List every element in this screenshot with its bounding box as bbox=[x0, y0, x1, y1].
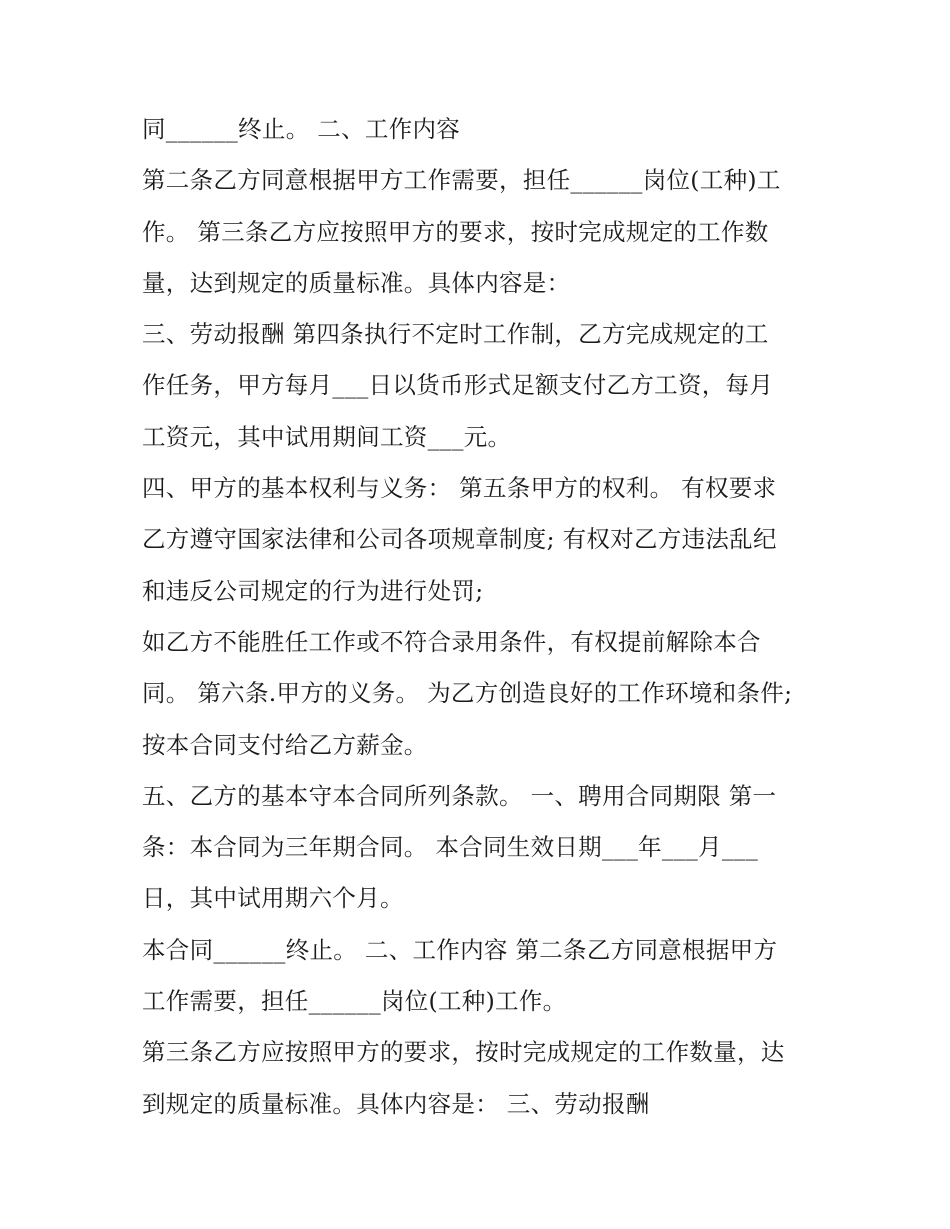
text-line: 如乙方不能胜任工作或不符合录用条件，有权提前解除本合 bbox=[142, 627, 761, 656]
text-line: 和违反公司规定的行为进行处罚; bbox=[142, 576, 484, 605]
text-line: 日，其中试用期六个月。 bbox=[142, 884, 404, 913]
text-line: 同。 第六条.甲方的义务。 为乙方创造良好的工作环境和条件; bbox=[142, 679, 793, 708]
text-line: 工作需要，担任______岗位(工种)工作。 bbox=[142, 987, 567, 1016]
text-line: 量，达到规定的质量标准。具体内容是： bbox=[142, 268, 571, 297]
text-line: 到规定的质量标准。具体内容是： 三、劳动报酬 bbox=[142, 1089, 650, 1118]
text-line: 条：本合同为三年期合同。 本合同生效日期___年___月___ bbox=[142, 833, 759, 862]
text-line: 第二条乙方同意根据甲方工作需要，担任______岗位(工种)工 bbox=[142, 166, 781, 195]
text-line: 同______终止。 二、工作内容 bbox=[142, 115, 461, 143]
text-line: 四、甲方的基本权利与义务： 第五条甲方的权利。 有权要求 bbox=[142, 474, 777, 503]
text-line: 按本合同支付给乙方薪金。 bbox=[142, 730, 428, 759]
text-line: 工资元，其中试用期间工资___元。 bbox=[142, 422, 512, 451]
text-line: 本合同______终止。 二、工作内容 第二条乙方同意根据甲方 bbox=[142, 935, 778, 964]
text-line: 作。 第三条乙方应按照甲方的要求，按时完成规定的工作数 bbox=[142, 217, 769, 246]
text-line: 三、劳动报酬 第四条执行不定时工作制，乙方完成规定的工 bbox=[142, 320, 769, 349]
text-line: 五、乙方的基本守本合同所列条款。 一、聘用合同期限 第一 bbox=[142, 781, 777, 810]
text-line: 第三条乙方应按照甲方的要求，按时完成规定的工作数量，达 bbox=[142, 1038, 785, 1067]
text-line: 乙方遵守国家法律和公司各项规章制度; 有权对乙方违法乱纪 bbox=[142, 525, 777, 554]
document-body bbox=[142, 104, 822, 1130]
text-line: 作任务，甲方每月___日以货币形式足额支付乙方工资，每月 bbox=[142, 371, 774, 400]
